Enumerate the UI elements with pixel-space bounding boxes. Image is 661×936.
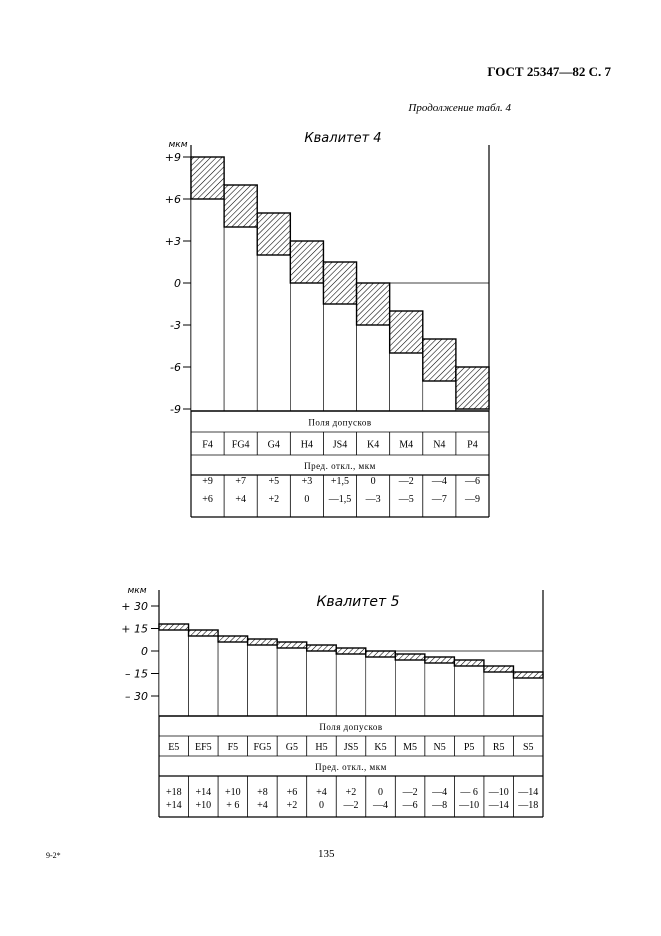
chart2-upper-deviation: —10	[488, 787, 509, 798]
chart2-upper-deviation: +8	[257, 787, 268, 798]
chart2-tolerance-zone	[189, 630, 219, 636]
chart1-lower-deviation: +6	[202, 494, 213, 505]
chart1-lower-deviation: —1,5	[328, 494, 352, 505]
chart2-category-label: H5	[315, 742, 328, 753]
chart2-y-tick-label: 0	[141, 645, 148, 658]
chart2-column	[218, 642, 248, 716]
chart2-y-tick-label: + 30	[121, 600, 148, 613]
chart2-tolerance-zone	[336, 648, 366, 654]
chart2-upper-deviation: +18	[165, 787, 182, 798]
chart1-upper-deviation: —4	[431, 476, 447, 487]
chart2-column	[189, 636, 219, 716]
chart1-column	[390, 353, 423, 411]
chart1-lower-deviation: +2	[268, 494, 280, 505]
chart1-column	[290, 283, 323, 411]
chart1-title: Квалитет 4	[304, 131, 382, 146]
chart2-lower-deviation: —4	[373, 800, 389, 811]
chart1-tolerance-zone	[456, 367, 489, 409]
chart2-lower-deviation: +10	[195, 800, 212, 811]
chart2-lower-deviation: —14	[488, 800, 509, 811]
chart1-y-tick-label: -3	[170, 319, 181, 332]
chart1-category-label: K4	[366, 439, 380, 451]
chart2-column	[454, 666, 484, 716]
chart1-category-label: H4	[300, 439, 314, 451]
chart2-lower-deviation: +4	[257, 800, 268, 811]
chart2-category-label: P5	[463, 742, 475, 753]
chart1-tolerance-zone	[390, 311, 423, 353]
chart2-tolerance-zone	[395, 654, 425, 660]
chart1-tolerance-zone	[290, 241, 323, 283]
chart1-tolerance-zone	[323, 262, 356, 304]
chart2-category-label: S5	[522, 742, 534, 753]
chart1-category-label: M4	[399, 439, 414, 451]
chart2-tolerance-zone	[159, 624, 189, 630]
chart1-tolerance-zone	[423, 339, 456, 381]
chart2-tolerance-zone	[513, 672, 543, 678]
chart2-lower-deviation: + 6	[226, 800, 240, 811]
chart1-y-tick-label: +9	[164, 151, 181, 164]
chart1-upper-deviation: —2	[398, 476, 414, 487]
chart2-upper-deviation: +14	[195, 787, 212, 798]
chart2-lower-deviation: —18	[518, 800, 539, 811]
chart1-category-label: P4	[467, 439, 478, 451]
chart1-category-label: N4	[433, 439, 446, 451]
chart2-column	[513, 678, 543, 716]
chart2-column	[277, 648, 307, 716]
chart1-lower-deviation: +4	[235, 494, 246, 505]
chart1-y-tick-label: 0	[174, 277, 181, 290]
chart2-column	[395, 660, 425, 716]
chart2-lower-deviation: +2	[286, 800, 298, 811]
chart1-category-label: F4	[202, 439, 213, 451]
chart1-tolerance-zone	[224, 185, 257, 227]
chart2-tolerance-zone	[307, 645, 337, 651]
chart2-upper-deviation: —2	[402, 787, 418, 798]
chart2-upper-deviation: +2	[345, 787, 357, 798]
chart2-category-label: G5	[285, 742, 299, 753]
chart2-y-tick-label: – 30	[125, 690, 148, 703]
chart1-category-label: FG4	[231, 439, 250, 451]
chart1-column	[257, 255, 290, 411]
chart1-y-tick-label: -6	[170, 361, 181, 374]
chart2-category-label: F5	[227, 742, 239, 753]
chart2-tolerance-zone	[218, 636, 248, 642]
chart2-category-label: E5	[168, 742, 180, 753]
chart1-deviation-label: Пред. откл., мкм	[304, 461, 376, 471]
chart1-tolerance-zone	[191, 157, 224, 199]
chart1-column	[191, 199, 224, 411]
chart1-lower-deviation: —5	[398, 494, 414, 505]
chart1-upper-deviation: +7	[235, 476, 246, 487]
chart1-y-tick-label: -9	[170, 403, 181, 416]
chart2-column	[307, 651, 337, 716]
chart2-upper-deviation: —14	[518, 787, 539, 798]
chart1-category-label: G4	[267, 439, 280, 451]
chart1-y-tick-label: +3	[164, 235, 181, 248]
chart1-column	[224, 227, 257, 411]
chart2-lower-deviation: 0	[318, 800, 324, 811]
chart1-upper-deviation: —6	[464, 476, 480, 487]
chart2-lower-deviation: —6	[402, 800, 418, 811]
chart2-y-tick-label: – 15	[125, 667, 148, 681]
chart2-category-label: R5	[492, 742, 505, 753]
chart1-tolerance-zone	[357, 283, 390, 325]
chart2-y-tick-label: + 15	[121, 622, 148, 636]
chart2-upper-deviation: —4	[432, 787, 448, 798]
table-continuation-note: Продолжение табл. 4	[408, 102, 511, 114]
chart1-y-tick-label: +6	[164, 193, 181, 206]
chart1-fields-label: Поля допусков	[308, 417, 372, 428]
chart2-upper-deviation: +6	[286, 787, 298, 798]
chart2-upper-deviation: — 6	[460, 787, 478, 798]
chart2-category-label: JS5	[343, 742, 359, 753]
chart2-category-label: N5	[433, 742, 446, 753]
chart1-lower-deviation: —7	[431, 494, 447, 505]
chart1-tolerance-zone	[257, 213, 290, 255]
chart2-column	[484, 672, 514, 716]
chart2-column	[248, 645, 278, 716]
chart2-upper-deviation: +10	[225, 787, 241, 798]
chart2-unit-label: мкм	[127, 586, 147, 596]
chart2-fields-label: Поля допусков	[319, 722, 383, 732]
chart2-column	[366, 657, 396, 716]
chart2-lower-deviation: +14	[165, 800, 182, 811]
chart1-lower-deviation: —3	[365, 494, 381, 505]
chart2-upper-deviation: 0	[378, 787, 384, 798]
chart2-tolerance-zone	[425, 657, 455, 663]
chart1-upper-deviation: +9	[202, 476, 213, 487]
chart2-column	[159, 630, 189, 716]
chart2-lower-deviation: —10	[459, 800, 480, 811]
chart2-lower-deviation: —2	[343, 800, 359, 811]
chart2-category-label: M5	[403, 742, 418, 753]
chart1-lower-deviation: 0	[304, 494, 310, 505]
page-header: ГОСТ 25347—82 С. 7	[487, 64, 611, 79]
chart1-category-label: JS4	[332, 439, 348, 451]
chart1-column	[357, 325, 390, 411]
chart2-tolerance-zone	[366, 651, 396, 657]
chart2-category-label: EF5	[194, 742, 212, 753]
chart2-deviation-label: Пред. откл., мкм	[315, 762, 387, 772]
chart2-column	[425, 663, 455, 716]
chart1-upper-deviation: +3	[301, 476, 313, 487]
chart2-upper-deviation: +4	[316, 787, 327, 798]
chart1-upper-deviation: +1,5	[330, 476, 350, 487]
chart1-upper-deviation: +5	[268, 476, 280, 487]
chart2-tolerance-zone	[277, 642, 307, 648]
chart2-category-label: FG5	[253, 742, 272, 753]
chart1-unit-label: мкм	[168, 140, 188, 150]
chart1-lower-deviation: —9	[464, 494, 480, 505]
chart1-column	[423, 381, 456, 411]
chart2-tolerance-zone	[484, 666, 514, 672]
chart2-tolerance-zone	[248, 639, 278, 645]
chart1-upper-deviation: 0	[370, 476, 376, 487]
chart2-tolerance-zone	[454, 660, 484, 666]
chart2-lower-deviation: —8	[432, 800, 448, 811]
chart2-category-label: K5	[374, 742, 387, 753]
print-signature: 9-2*	[46, 851, 61, 860]
chart2-column	[336, 654, 366, 716]
chart1-column	[323, 304, 356, 411]
page-number: 135	[318, 848, 335, 860]
chart2-title: Квалитет 5	[316, 594, 400, 610]
